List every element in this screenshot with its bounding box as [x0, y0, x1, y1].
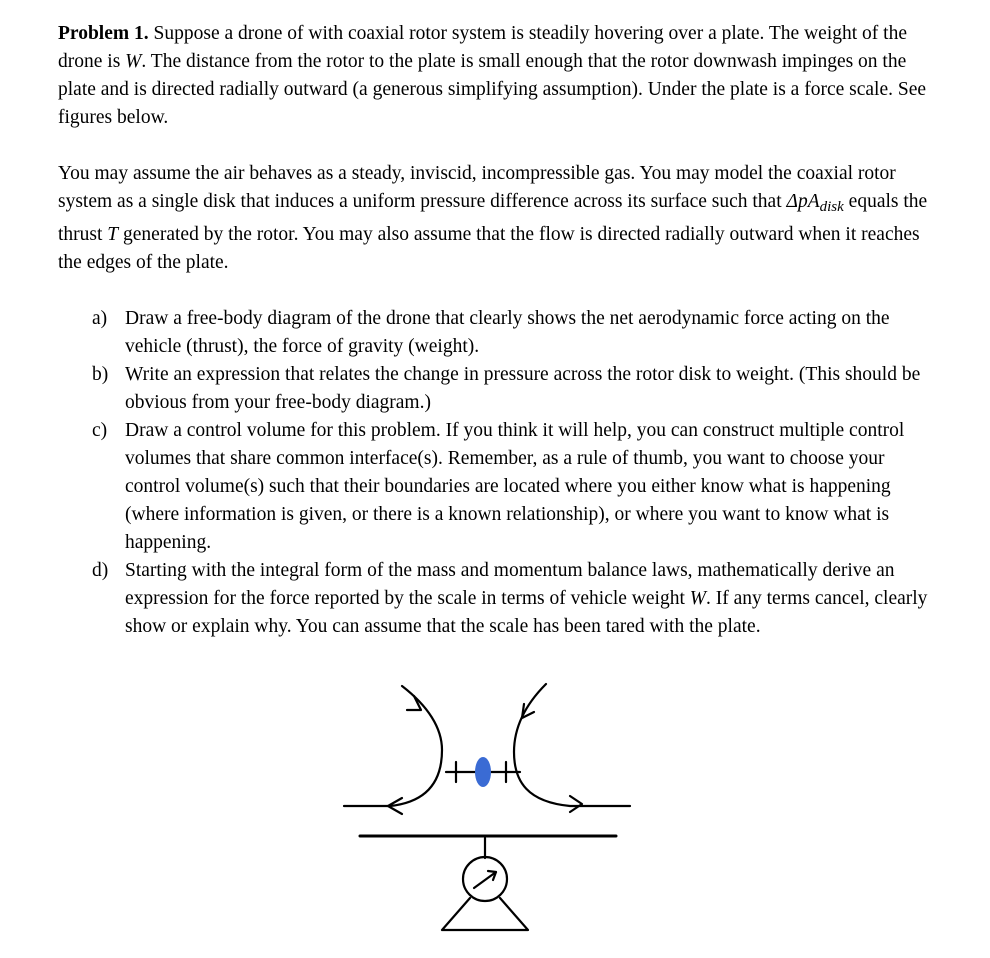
question-d — [92, 557, 938, 641]
assumptions-paragraph — [58, 160, 938, 277]
question-marker: a) — [92, 308, 108, 329]
delta-p-area-symbol: ΔpA — [786, 191, 820, 212]
question-c — [92, 417, 938, 557]
drone-scale-figure — [330, 678, 650, 958]
figure-ink — [344, 684, 630, 930]
right-streamline — [514, 684, 630, 806]
problem-label: Problem 1. — [58, 23, 149, 44]
drone-body — [475, 757, 491, 787]
question-marker: d) — [92, 560, 109, 581]
question-text-part-2: . If any terms cancel, clearly show or explain why. You can assume that the scale has been tared with the plate. — [125, 588, 928, 637]
thrust-symbol: T — [107, 224, 119, 245]
question-text: Draw a control volume for this problem. If you think it will help, you can construct multiple control volumes that share common interface(s). Remember, as a rule of thumb, you want to choose your control volume(s) such that their boundaries are located where you either know what is happening (where information is given, or there is a known relationship), or where you want to know what is happening. — [125, 420, 905, 553]
weight-symbol: W — [689, 588, 706, 609]
question-list — [58, 305, 938, 641]
problem-intro-part-1: Suppose a drone of with coaxial rotor system is steadily hovering over a plate. The weight of the drone is — [58, 23, 907, 72]
left-streamline — [344, 686, 442, 806]
problem-statement — [58, 20, 938, 132]
question-text: Draw a free-body diagram of the drone that clearly shows the net aerodynamic force acting on the vehicle (thrust), the force of gravity (weight). — [125, 308, 890, 357]
assumptions-text-2: equals the thrust — [58, 191, 928, 245]
question-b — [92, 361, 938, 417]
scale-base — [442, 898, 528, 930]
problem-intro-part-2: . The distance from the rotor to the plate is small enough that the rotor downwash impinges on the plate and is directed radially outward (a generous simplifying assumption). Under the plate is a force scale. See figures below. — [58, 51, 927, 128]
question-text: Write an expression that relates the change in pressure across the rotor disk to weight. (This should be obvious from your free-body diagram.) — [125, 364, 921, 413]
weight-symbol: W — [125, 51, 142, 72]
question-marker: b) — [92, 364, 109, 385]
question-marker: c) — [92, 420, 108, 441]
question-a — [92, 305, 938, 361]
disk-subscript: disk — [819, 199, 844, 215]
assumptions-text-1: You may assume the air behaves as a steady, inviscid, incompressible gas. You may model the coaxial rotor system as a single disk that induces a uniform pressure difference across its surface such that — [58, 163, 896, 212]
document-page — [58, 20, 938, 641]
question-text-part-1: Starting with the integral form of the mass and momentum balance laws, mathematically derive an expression for the force reported by the scale in terms of vehicle weight — [125, 560, 895, 609]
left-inflow-arrowhead — [407, 696, 421, 710]
assumptions-text-3: generated by the rotor. You may also assume that the flow is directed radially outward when it reaches the edges of the plate. — [58, 224, 920, 273]
right-outflow-arrowhead — [570, 796, 582, 812]
